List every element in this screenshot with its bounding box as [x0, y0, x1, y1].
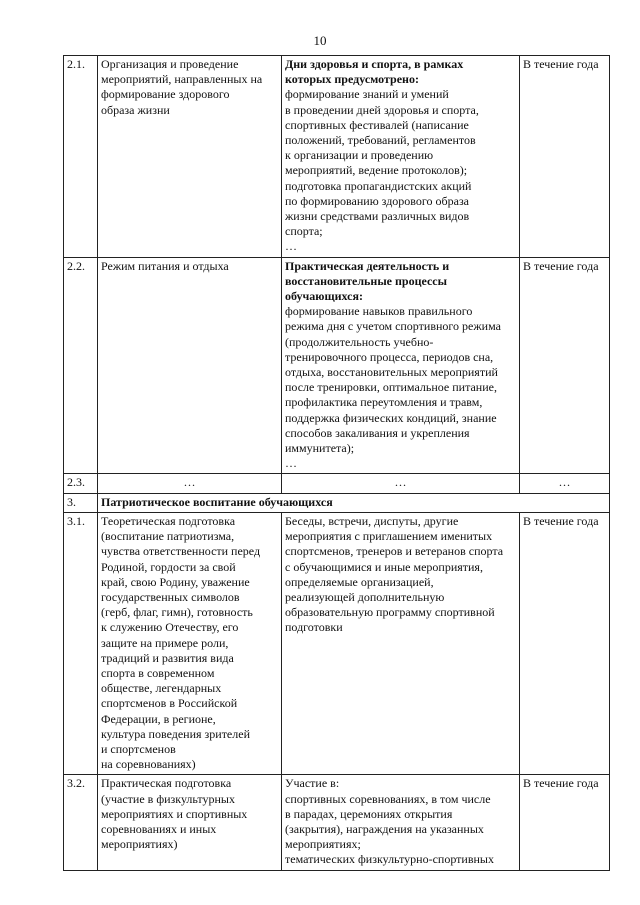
table-row — [64, 474, 610, 493]
row-content: Участие в: спортивных соревнованиях, в том числе в парадах, церемониях открытия (закрытия), награждения на указанных мероприятиях; тематических физкультурно-спортивных — [282, 775, 520, 870]
row-content — [282, 56, 520, 258]
row-content-text: формирование навыков правильного режима дня с учетом спортивного режима (продолжительность учебно- тренировочного процесса, периодов сна, отдыха, восстановительных мероприятий после тренировки, оптимальное питание, профилактика переутомления и травм, поддержка физических кондиций, знание способов закаливания и укрепления иммунитета); … — [285, 304, 501, 471]
row-title: Режим питания и отдыха — [98, 257, 282, 474]
table-row — [64, 775, 610, 870]
section-number: 3. — [64, 493, 98, 512]
row-period: В течение года — [520, 512, 610, 774]
row-title: … — [98, 474, 282, 493]
section-row — [64, 493, 610, 512]
row-title: Практическая подготовка (участие в физкультурных мероприятиях и спортивных соревнованиях и иных мероприятиях) — [98, 775, 282, 870]
row-title: Теоретическая подготовка (воспитание патриотизма, чувства ответственности перед Родиной, гордости за свой край, свою Родину, уважение государственных символов (герб, флаг, гимн), готовность к служению Отечеству, его защите на примере роли, традиций и развития вида спорта в современном обществе, легендарных спортсменов в Российской Федерации, в регионе, культура поведения зрителей и спортсменов на соревнованиях) — [98, 512, 282, 774]
row-number: 2.3. — [64, 474, 98, 493]
row-content: Беседы, встречи, диспуты, другие мероприятия с приглашением именитых спортсменов, тренеров и ветеранов спорта с обучающимися и иные мероприятия, определяемые организацией, реализующей дополнительную образовательную программу спортивной подготовки — [282, 512, 520, 774]
row-content-heading: Практическая деятельность и восстановительные процессы обучающихся: — [285, 258, 450, 304]
row-number: 2.1. — [64, 56, 98, 258]
table-row — [64, 56, 610, 258]
row-period: В течение года — [520, 257, 610, 474]
section-title: Патриотическое воспитание обучающихся — [98, 493, 610, 512]
page-number: 10 — [313, 33, 327, 48]
row-content-heading: Дни здоровья и спорта, в рамках которых предусмотрено: — [285, 57, 464, 87]
row-period: В течение года — [520, 56, 610, 258]
row-number: 2.2. — [64, 257, 98, 474]
row-content — [282, 257, 520, 474]
table-row — [64, 512, 610, 774]
row-title: Организация и проведение мероприятий, направленных на формирование здорового образа жизни — [98, 56, 282, 258]
activity-plan-table — [63, 55, 610, 871]
row-period: … — [520, 474, 610, 493]
row-content: … — [282, 474, 520, 493]
row-period: В течение года — [520, 775, 610, 870]
row-number: 3.1. — [64, 512, 98, 774]
row-content-text: формирование знаний и умений в проведении дней здоровья и спорта, спортивных фестивалей (написание положений, требований, регламентов к организации и проведению мероприятий, ведение протоколов); подготовка пропагандистских акций по формированию здорового образа жизни средствами различных видов спорта; … — [285, 87, 479, 254]
row-number: 3.2. — [64, 775, 98, 870]
table-row — [64, 257, 610, 474]
